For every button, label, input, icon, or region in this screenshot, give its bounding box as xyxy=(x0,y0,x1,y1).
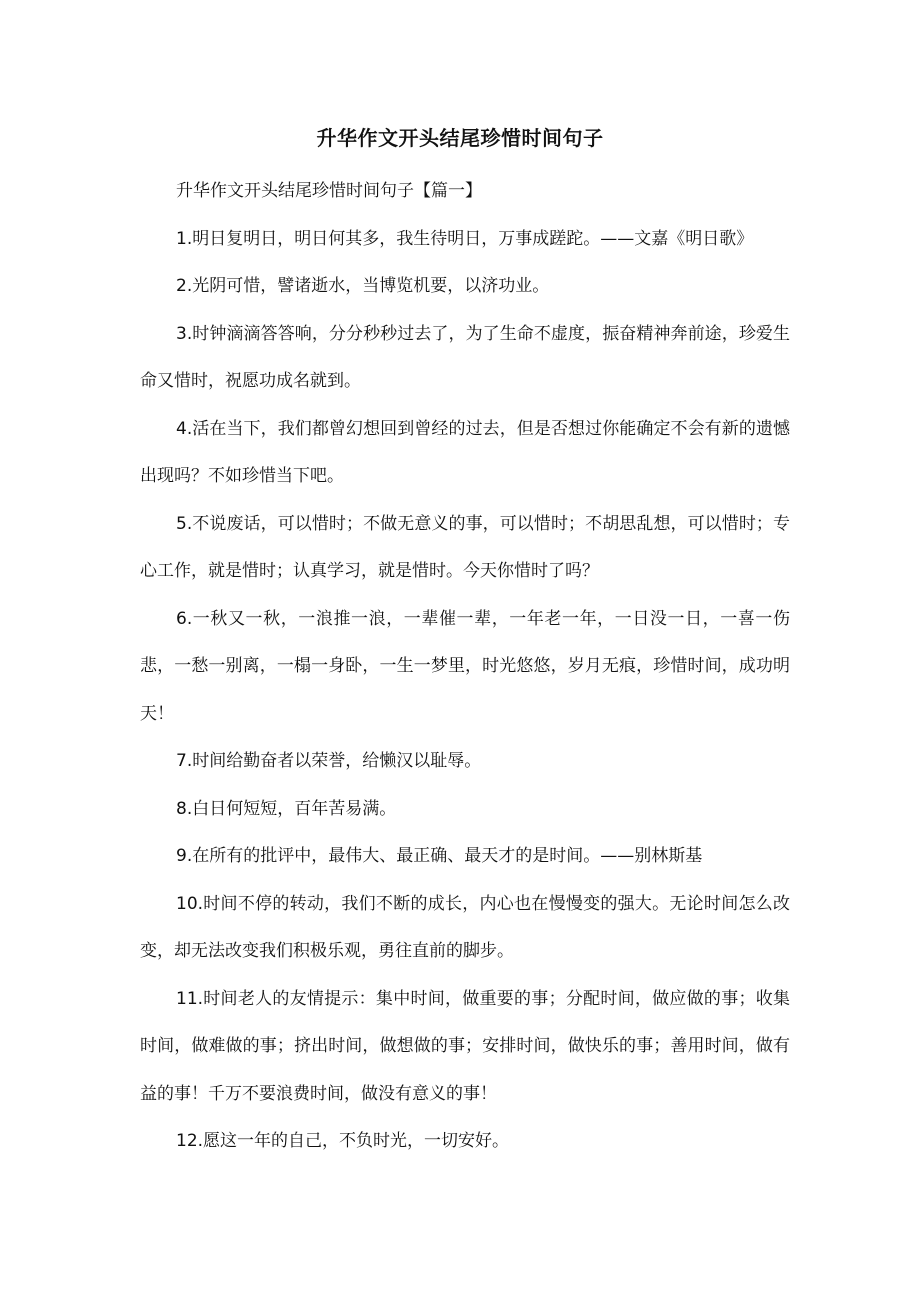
paragraph-7: 7.时间给勤奋者以荣誉，给懒汉以耻辱。 xyxy=(176,751,482,771)
article-body xyxy=(140,168,790,1166)
paragraph-9: 9.在所有的批评中，最伟大、最正确、最天才的是时间。——别林斯基 xyxy=(176,846,703,866)
paragraph-12: 12.愿这一年的自己，不负时光，一切安好。 xyxy=(176,1131,510,1151)
paragraph-1: 1.明日复明日，明日何其多，我生待明日，万事成蹉跎。——文嘉《明日歌》 xyxy=(176,228,754,249)
paragraph-4: 4.活在当下，我们都曾幻想回到曾经的过去，但是否想过你能确定不会有新的遗憾出现吗？不如珍惜当下吧。 xyxy=(140,418,790,486)
paragraph-11: 11.时间老人的友情提示：集中时间，做重要的事；分配时间，做应做的事；收集时间，做难做的事；挤出时间，做想做的事；安排时间，做快乐的事；善用时间，做有益的事！千万不要浪费时间，做没有意义的事！ xyxy=(140,988,790,1104)
page-title: 升华作文开头结尾珍惜时间句子 xyxy=(316,126,604,150)
paragraph-8: 8.白日何短短，百年苦易满。 xyxy=(176,798,397,819)
paragraph-heading: 升华作文开头结尾珍惜时间句子【篇一】 xyxy=(176,181,482,201)
paragraph-5: 5.不说废话，可以惜时；不做无意义的事，可以惜时；不胡思乱想，可以惜时；专心工作，就是惜时；认真学习，就是惜时。今天你惜时了吗？ xyxy=(140,513,790,581)
paragraph-3: 3.时钟滴滴答答响，分分秒秒过去了，为了生命不虚度，振奋精神奔前途，珍爱生命又惜时，祝愿功成名就到。 xyxy=(140,323,790,391)
paragraph-10: 10.时间不停的转动，我们不断的成长，内心也在慢慢变的强大。无论时间怎么改变，却无法改变我们积极乐观，勇往直前的脚步。 xyxy=(140,893,790,961)
paragraph-2: 2.光阴可惜，譬诸逝水，当博览机要，以济功业。 xyxy=(176,276,550,296)
paragraph-6: 6.一秋又一秋，一浪推一浪，一辈催一辈，一年老一年，一日没一日，一喜一伤悲，一愁一别离，一榻一身卧，一生一梦里，时光悠悠，岁月无痕，珍惜时间，成功明天！ xyxy=(140,608,790,724)
